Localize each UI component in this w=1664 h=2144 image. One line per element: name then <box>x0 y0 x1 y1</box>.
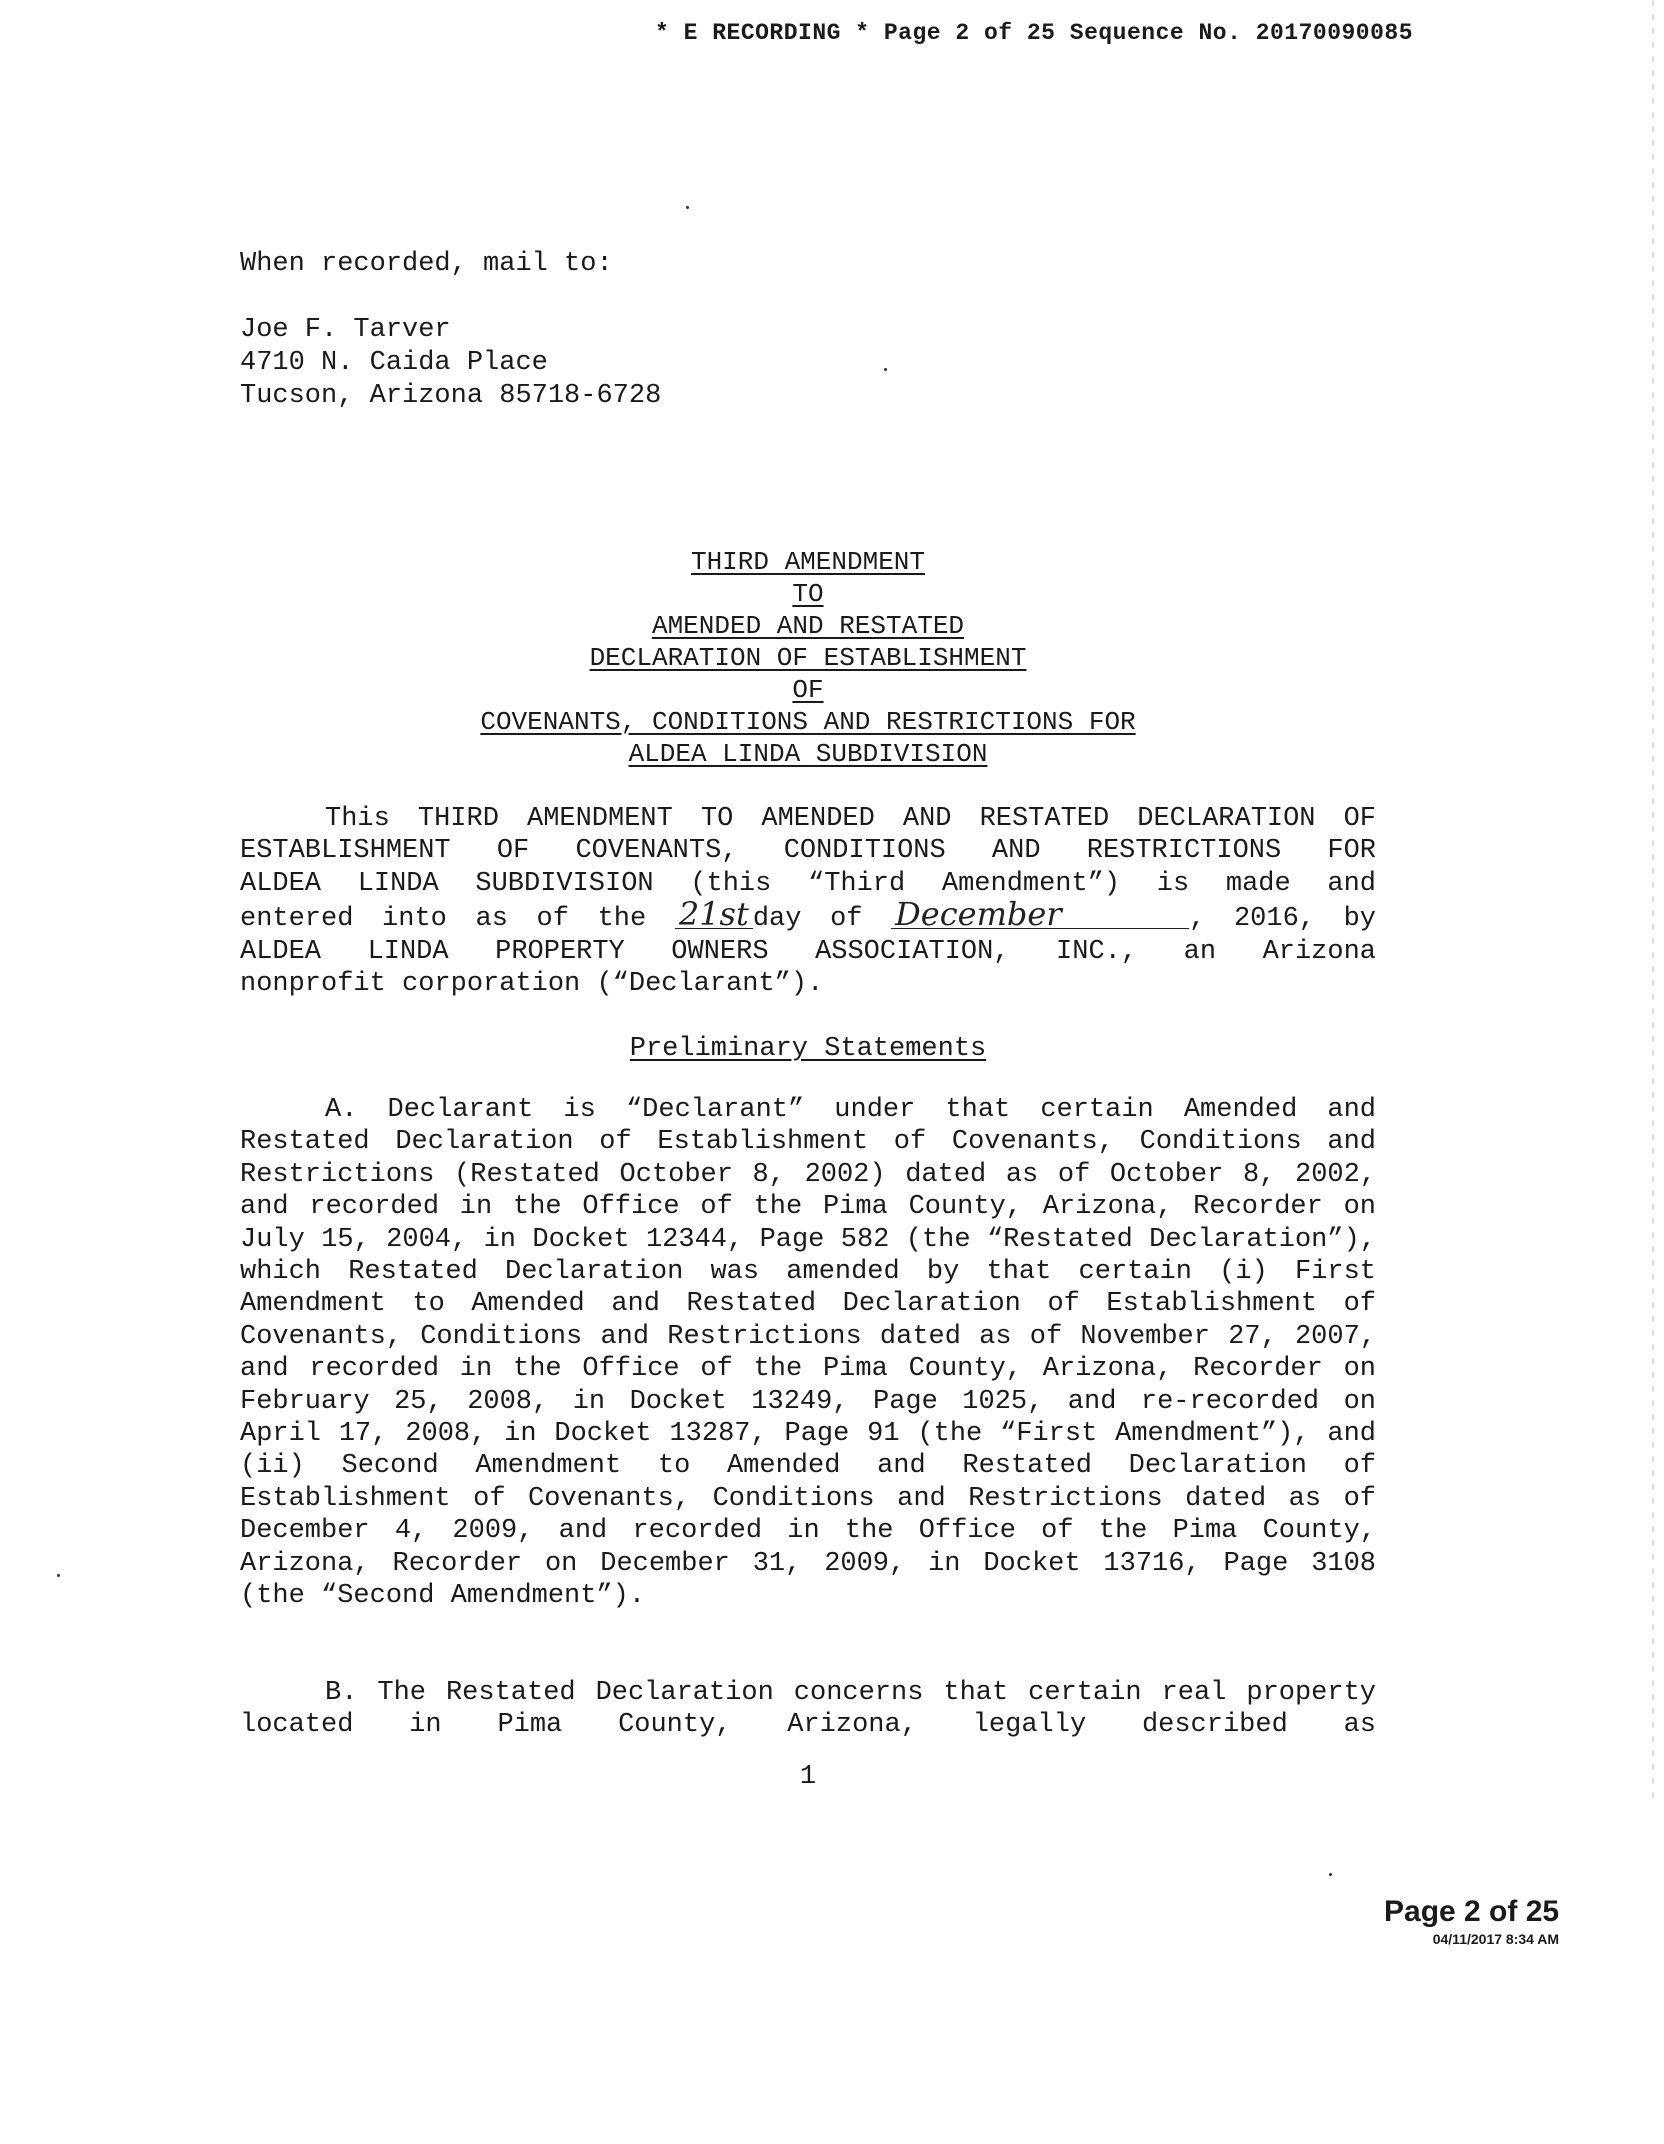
paragraph-b-text: B. The Restated Declaration concerns that certain real property located in Pima County, Arizona, legally described as <box>240 1678 1376 1741</box>
page-number: 1 <box>799 1762 817 1792</box>
intro-date-mid: day of <box>752 904 863 935</box>
scan-speck <box>57 1574 60 1577</box>
title-line: THIRD AMENDMENT <box>690 547 926 577</box>
intro-date-suffix: , 2016, by <box>1189 904 1377 935</box>
intro-date-prefix: entered into as of the <box>240 904 647 935</box>
title-line: AMENDED AND RESTATED <box>651 611 965 641</box>
intro-line: ALDEA LINDA SUBDIVISION (this “Third Amendment”) is made and <box>240 868 1376 899</box>
section-heading-text: Preliminary Statements <box>629 1034 987 1064</box>
section-heading <box>240 1034 1376 1064</box>
recipient-city: Tucson, Arizona 85718-6728 <box>240 381 662 411</box>
intro-line: This THIRD AMENDMENT TO AMENDED AND RESTATED DECLARATION OF <box>325 804 1376 834</box>
stamp-timestamp: 04/11/2017 8:34 AM <box>1432 1931 1560 1947</box>
paragraph-b <box>240 1677 1376 1742</box>
title-line: OF <box>792 675 824 705</box>
title-line: TO <box>792 579 824 609</box>
mail-to-label: When recorded, mail to: <box>240 249 613 279</box>
handwritten-month: December <box>891 900 1189 929</box>
scan-speck <box>884 368 887 371</box>
intro-line: ALDEA LINDA PROPERTY OWNERS ASSOCIATION, INC., an Arizona <box>240 936 1376 967</box>
mail-to-block <box>240 248 661 413</box>
title-line: DECLARATION OF ESTABLISHMENT <box>589 643 1027 673</box>
recipient-name: Joe F. Tarver <box>240 315 451 345</box>
paragraph-a <box>240 1094 1376 1613</box>
title-line: ALDEA LINDA SUBDIVISION <box>628 739 988 769</box>
recorder-page-stamp <box>1384 1895 1559 1947</box>
intro-line: ESTABLISHMENT OF COVENANTS, CONDITIONS AND RESTRICTIONS FOR <box>240 836 1376 867</box>
scan-speck <box>686 206 689 209</box>
stamp-page: Page 2 of 25 <box>1384 1895 1560 1928</box>
recipient-street: 4710 N. Caida Place <box>240 348 548 378</box>
recording-header: * E RECORDING * Page 2 of 25 Sequence No. 20170090085 <box>655 20 1414 46</box>
scan-edge-artifact <box>1652 0 1654 1800</box>
intro-paragraph <box>240 803 1376 1000</box>
handwritten-day: 21st <box>675 900 753 929</box>
document-title <box>240 546 1376 770</box>
paragraph-a-text: A. Declarant is “Declarant” under that certain Amended and Restated Declaration of Establishment of Covenants, Conditions and Restrictions (Restated October 8, 2002) dated as of October 8, 2002, and recorded in the Office of the Pima County, Arizona, Recorder on July 15, 2004, in Docket 12344, Page 582 (the “Restated Declaration”), which Restated Declaration was amended by that certain (i) First Amendment to Amended and Restated Declaration of Establishment of Covenants, Conditions and Restrictions dated as of November 27, 2007, and recorded in the Office of the Pima County, Arizona, Recorder on February 25, 2008, in Docket 13249, Page 1025, and re-recorded on April 17, 2008, in Docket 13287, Page 91 (the “First Amendment”), and (ii) Second Amendment to Amended and Restated Declaration of Establishment of Covenants, Conditions and Restrictions dated as of December 4, 2009, and recorded in the Office of the Pima County, Arizona, Recorder on December 31, 2009, in Docket 13716, Page 3108 (the “Second Amendment”). <box>240 1095 1376 1612</box>
scan-speck <box>1329 1873 1332 1876</box>
title-line: COVENANTS, CONDITIONS AND RESTRICTIONS FOR <box>480 707 1136 737</box>
intro-line: nonprofit corporation (“Declarant”). <box>240 969 824 1000</box>
intro-date-line <box>240 895 1377 935</box>
